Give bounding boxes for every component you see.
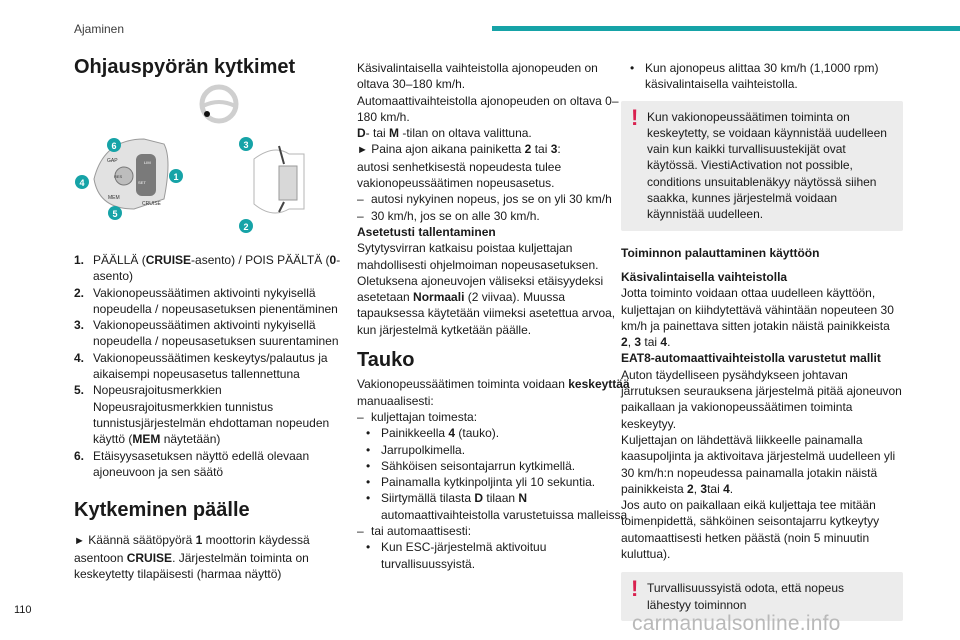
paragraph-mode: D- tai M -tilan on oltava valittuna.	[357, 126, 532, 141]
paragraph-auto-speed: Automaattivaihteistolla ajonopeuden on oltava 0–180 km/h.	[357, 93, 619, 124]
middle-column	[357, 60, 632, 572]
bullet-item: • Painamalla kytkinpoljinta yli 10 sekuntia.	[357, 474, 632, 490]
callout-2	[239, 219, 253, 233]
kytkeminen-paragraph: ► Käännä säätöpyörä 1 moottorin käydessä asentoon CRUISE. Järjestelmän toiminta on keskeytetty tilapäisesti (harmaa näyttö)	[74, 533, 310, 582]
eat8-subheading: EAT8-automaattivaihteistolla varustetut mallit	[621, 351, 881, 366]
gap-label: GAP	[107, 158, 118, 164]
bullet-item: • Jarrupolkimella.	[357, 442, 632, 458]
section-label: Ajaminen	[74, 22, 125, 36]
mem-label: MEM	[108, 195, 120, 201]
subheading-save: Asetetusti tallentaminen	[357, 224, 496, 239]
steering-wheel-icon	[202, 87, 236, 121]
svg-text:5: 5	[112, 209, 118, 219]
controls-list	[74, 252, 342, 480]
paragraph-speed-setting: autosi senhetkisestä nopeudesta tulee vakionopeussäätimen nopeusasetus.	[357, 159, 562, 191]
manual-subheading: Käsivalintaisella vaihteistolla	[621, 269, 788, 284]
res-label: RES	[114, 174, 123, 179]
paragraph-eat8-stop: Auton täydelliseen pysähdykseen johtavan jarrutuksen seurauksena järjestelmä pitää ajoneuvon paikallaan ja vakionopeussäätimen toiminta keskeytyy.	[621, 367, 902, 431]
right-column	[621, 60, 903, 621]
set-label: SET	[138, 180, 146, 185]
warning-icon: !	[631, 576, 639, 602]
callout-1	[169, 169, 183, 183]
list-item: 6. Etäisyysasetuksen näyttö edellä olevaan ajoneuvoon ja sen säätö	[74, 448, 310, 479]
svg-text:1: 1	[173, 172, 179, 182]
dash-item: – tai automaattisesti:	[357, 524, 472, 539]
svg-text:6: 6	[111, 141, 117, 151]
paragraph-eat8-parking: Jos auto on paikallaan eikä kuljettaja tee mitään toimenpidettä, sähköinen seisontajarru kytkeytyy automaattisesti hetken päästä (noin 5 minuutin kuluttua).	[621, 498, 880, 562]
page-title: Ohjauspyörän kytkimet	[74, 56, 296, 78]
bullet-item: • Siirtymällä tilasta D tilaan N automaattivaihteistolla varustetuissa malleissa	[357, 490, 632, 523]
svg-text:2: 2	[243, 222, 249, 232]
lim-label: LIM	[144, 160, 151, 165]
dash-item: – kuljettajan toimesta:	[357, 409, 478, 424]
paragraph-manual-restore: Jotta toiminto voidaan ottaa uudelleen käyttöön, kuljettajan on kiihdytettävä vähintään nopeuteen 30 km/h ja painettava sitten jotakin näistä painikkeista 2, 3 tai 4.	[621, 286, 894, 350]
callout-4	[75, 175, 89, 189]
list-item: 5. Nopeusrajoitusmerkkien Nopeusrajoitusmerkkien tunnistus tunnistusjärjestelmän ehdottaman nopeuden käyttö (MEM näytetään)	[74, 383, 330, 447]
steering-controls-figure	[74, 84, 342, 244]
dash-item: – 30 km/h, jos se on alle 30 km/h.	[357, 208, 540, 223]
paragraph-ignition: Sytytysvirran katkaisu poistaa kuljettajan mahdollisesti ohjelmoiman nopeusasetuksen. Oletuksena ajoneuvojen väliseksi etäisyydeksi asetetaan Normaali (2 viivaa). Muussa tapauksessa käytetään viimeksi asetettua arvoa, kun järjestelmä kytketään päälle.	[357, 241, 616, 337]
paragraph-tauko: Vakionopeussäätimen toiminta voidaan keskeyttää manuaalisesti:	[357, 377, 630, 408]
cruise-label: CRUISE	[142, 201, 161, 207]
warning-text: Turvallisuussyistä odota, että nopeus lähestyy toiminnon	[647, 581, 844, 612]
page-number: 110	[14, 604, 32, 616]
bullet-item: • Kun ajonopeus alittaa 30 km/h (1,1000 rpm) käsivalintaisella vaihteistolla.	[621, 60, 903, 93]
paragraph-manual-speed: Käsivalintaisella vaihteistolla ajonopeuden on oltava 30–180 km/h.	[357, 61, 598, 92]
svg-text:4: 4	[79, 178, 85, 188]
list-item: 4. Vakionopeussäätimen keskeytys/palautus ja aikaisempi nopeusasetus tallennettuna	[74, 350, 328, 382]
callout-5	[108, 206, 122, 220]
dash-item: – autosi nykyinen nopeus, jos se on yli 30 km/h	[357, 192, 612, 207]
warning-box	[621, 101, 903, 231]
callout-3	[239, 137, 253, 151]
cruise-stalk-illustration	[94, 139, 168, 209]
list-item: 3. Vakionopeussäätimen aktivointi nykyisellä nopeudella / nopeusasetuksen suurentaminen	[74, 318, 339, 349]
warning-text: Kun vakionopeussäätimen toiminta on keskeytetty, se voidaan käynnistää uudelleen vain kun kaikki turvallisuustekijät ovat käytössä. ViestiActivation not possible, conditions unsuitablenäkyy näytössä siihen saakka, kunnes järjestelmä voidaan käynnistää uudelleen.	[647, 109, 887, 222]
controls-list-column	[74, 252, 342, 582]
list-item: 1. PÄÄLLÄ (CRUISE-asento) / POIS PÄÄLTÄ (0-asento)	[74, 253, 341, 284]
bullet-item: • Painikkeella 4 (tauko).	[357, 425, 632, 441]
section-heading-tauko: Tauko	[357, 349, 415, 372]
warning-icon: !	[631, 104, 639, 130]
bullet-item: • Sähköisen seisontajarrun kytkimellä.	[357, 458, 632, 474]
section-heading-kytkeminen: Kytkeminen päälle	[74, 499, 250, 522]
svg-text:3: 3	[243, 140, 249, 150]
header-accent-bar	[492, 26, 960, 31]
paragraph-eat8-restart: Kuljettajan on lähdettävä liikkeelle painamalla kaasupoljinta ja aktivoitava järjestelmä uudelleen yli 30 km/h:n nopeudessa painamalla jotakin näistä painikkeista 2, 3tai 4.	[621, 432, 896, 496]
callout-6	[107, 138, 121, 152]
bullet-item: • Kun ESC-järjestelmä aktivoituu turvallisuussyistä.	[357, 539, 632, 572]
restore-heading: Toiminnon palauttaminen käyttöön	[621, 245, 820, 260]
stalk-side-view-illustration	[254, 146, 304, 213]
list-item: 2. Vakionopeussäätimen aktivointi nykyisellä nopeudella / nopeusasetuksen pienentäminen	[74, 285, 338, 316]
watermark: carmanualsonline.info	[632, 612, 841, 635]
paragraph-press: ► Paina ajon aikana painiketta 2 tai 3:	[357, 142, 561, 157]
steering-controls-illustration	[74, 84, 342, 244]
